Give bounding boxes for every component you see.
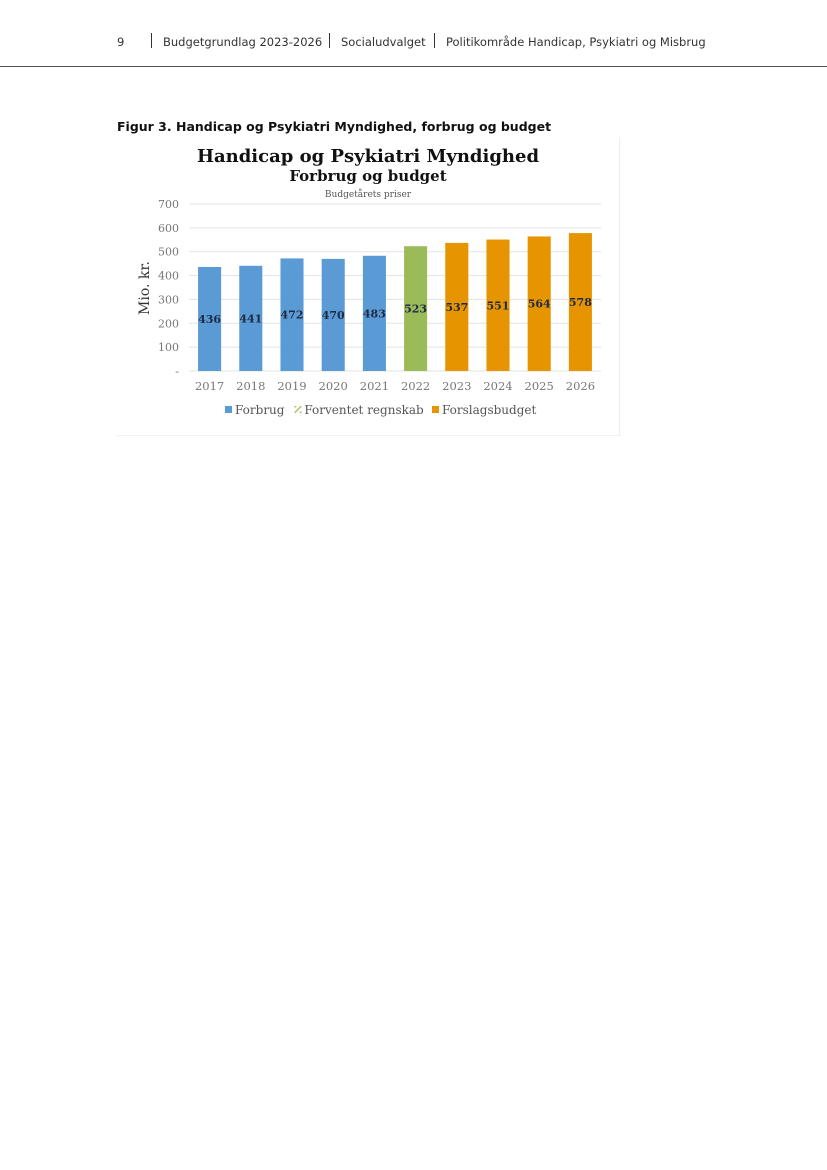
page-header [0,0,827,67]
y-axis-label: Mio. kr. [137,261,153,315]
x-tick-label: 2022 [400,379,431,393]
header-separator [329,33,330,48]
header-doc-title: Budgetgrundlag 2023-2026 [163,35,323,49]
legend-marker [225,406,232,413]
header-separator [434,33,435,48]
data-label: 436 [198,312,222,326]
y-tick-label: 700 [158,198,179,211]
bar-chart [117,137,619,435]
y-tick-label: 500 [158,245,179,259]
chart-subtitle: Forbrug og budget [289,167,447,185]
data-label: 537 [445,300,469,314]
y-tick-label: 300 [158,293,179,307]
data-label: 441 [239,312,263,326]
x-tick-label: 2020 [318,379,348,393]
header-committee: Socialudvalget [341,35,426,49]
x-tick-label: 2017 [194,379,225,393]
figure-caption: Figur 3. Handicap og Psykiatri Myndighed, forbrug og budget [117,119,552,134]
legend-label: Forbrug [235,403,285,417]
chart-note: Budgetårets priser [324,190,412,200]
x-tick-label: 2024 [483,379,513,393]
x-tick-label: 2018 [236,379,266,393]
data-label: 472 [280,308,304,322]
y-tick-label: - [175,365,179,378]
legend-label: Forslagsbudget [442,403,537,417]
page-number: 9 [117,35,125,49]
data-label: 578 [568,296,592,310]
legend-marker [432,406,439,413]
legend-marker [294,406,301,413]
y-tick-label: 200 [158,317,179,331]
x-tick-label: 2025 [524,379,554,393]
y-tick-label: 400 [158,269,179,283]
x-tick-label: 2023 [442,379,472,393]
x-tick-label: 2021 [359,379,390,393]
header-separator [151,33,152,48]
data-label: 483 [362,307,386,321]
y-tick-label: 100 [158,341,179,355]
data-label: 523 [404,302,428,316]
x-tick-label: 2026 [565,379,596,393]
header-area: Politikområde Handicap, Psykiatri og Misbrug [446,35,706,49]
chart-frame [117,137,620,436]
y-tick-label: 600 [158,221,179,235]
data-label: 551 [486,299,510,313]
chart-title: Handicap og Psykiatri Myndighed [196,146,540,167]
data-label: 470 [321,308,345,322]
data-label: 564 [527,297,551,311]
legend-label: Forventet regnskab [304,403,424,417]
x-tick-label: 2019 [277,379,307,393]
